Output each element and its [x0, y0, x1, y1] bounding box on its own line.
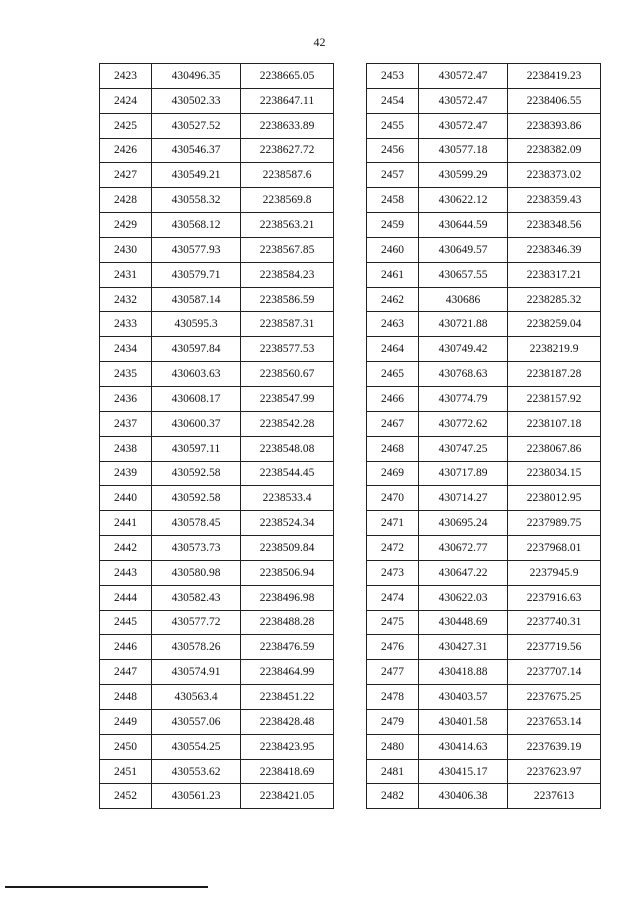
x-coordinate-cell: 430418.88	[419, 660, 508, 685]
y-coordinate-cell: 2238587.6	[241, 163, 334, 188]
x-coordinate-cell: 430657.55	[419, 262, 508, 287]
point-number-cell: 2441	[100, 511, 152, 536]
y-coordinate-cell: 2238348.56	[508, 213, 601, 238]
x-coordinate-cell: 430721.88	[419, 312, 508, 337]
y-coordinate-cell: 2238665.05	[241, 64, 334, 89]
table-row	[100, 660, 334, 685]
x-coordinate-cell: 430403.57	[419, 685, 508, 710]
y-coordinate-cell: 2238647.11	[241, 88, 334, 113]
point-number-cell: 2431	[100, 262, 152, 287]
point-number-cell: 2433	[100, 312, 152, 337]
point-number-cell: 2446	[100, 635, 152, 660]
table-row	[367, 287, 601, 312]
x-coordinate-cell: 430527.52	[152, 113, 241, 138]
x-coordinate-cell: 430768.63	[419, 362, 508, 387]
x-coordinate-cell: 430448.69	[419, 610, 508, 635]
x-coordinate-cell: 430622.12	[419, 188, 508, 213]
table-row	[100, 685, 334, 710]
table-row	[100, 64, 334, 89]
point-number-cell: 2454	[367, 88, 419, 113]
point-number-cell: 2426	[100, 138, 152, 163]
table-row	[367, 635, 601, 660]
y-coordinate-cell: 2238584.23	[241, 262, 334, 287]
point-number-cell: 2475	[367, 610, 419, 635]
coordinate-table-right-body	[367, 64, 601, 809]
point-number-cell: 2438	[100, 436, 152, 461]
x-coordinate-cell: 430401.58	[419, 709, 508, 734]
table-row	[367, 64, 601, 89]
y-coordinate-cell: 2237968.01	[508, 536, 601, 561]
table-row	[367, 188, 601, 213]
x-coordinate-cell: 430427.31	[419, 635, 508, 660]
table-row	[100, 386, 334, 411]
table-row	[367, 386, 601, 411]
table-row	[367, 709, 601, 734]
y-coordinate-cell: 2237945.9	[508, 560, 601, 585]
page-number: 42	[313, 35, 326, 49]
table-row	[100, 337, 334, 362]
y-coordinate-cell: 2238067.86	[508, 436, 601, 461]
y-coordinate-cell: 2238567.85	[241, 237, 334, 262]
y-coordinate-cell: 2238428.48	[241, 709, 334, 734]
table-row	[367, 610, 601, 635]
point-number-cell: 2461	[367, 262, 419, 287]
point-number-cell: 2425	[100, 113, 152, 138]
point-number-cell: 2471	[367, 511, 419, 536]
x-coordinate-cell: 430695.24	[419, 511, 508, 536]
x-coordinate-cell: 430774.79	[419, 386, 508, 411]
x-coordinate-cell: 430644.59	[419, 213, 508, 238]
x-coordinate-cell: 430580.98	[152, 560, 241, 585]
x-coordinate-cell: 430603.63	[152, 362, 241, 387]
point-number-cell: 2479	[367, 709, 419, 734]
table-row	[100, 635, 334, 660]
x-coordinate-cell: 430686	[419, 287, 508, 312]
table-row	[367, 585, 601, 610]
y-coordinate-cell: 2237719.56	[508, 635, 601, 660]
y-coordinate-cell: 2238285.32	[508, 287, 601, 312]
table-row	[367, 660, 601, 685]
x-coordinate-cell: 430592.58	[152, 486, 241, 511]
y-coordinate-cell: 2237707.14	[508, 660, 601, 685]
x-coordinate-cell: 430561.23	[152, 784, 241, 809]
y-coordinate-cell: 2238451.22	[241, 685, 334, 710]
x-coordinate-cell: 430772.62	[419, 411, 508, 436]
table-row	[100, 734, 334, 759]
y-coordinate-cell: 2238393.86	[508, 113, 601, 138]
y-coordinate-cell: 2238359.43	[508, 188, 601, 213]
y-coordinate-cell: 2238418.69	[241, 759, 334, 784]
point-number-cell: 2428	[100, 188, 152, 213]
x-coordinate-cell: 430572.47	[419, 113, 508, 138]
point-number-cell: 2429	[100, 213, 152, 238]
table-row	[367, 560, 601, 585]
y-coordinate-cell: 2238488.28	[241, 610, 334, 635]
y-coordinate-cell: 2238464.99	[241, 660, 334, 685]
y-coordinate-cell: 2237639.19	[508, 734, 601, 759]
table-row	[100, 759, 334, 784]
table-row	[100, 784, 334, 809]
x-coordinate-cell: 430496.35	[152, 64, 241, 89]
table-row	[367, 312, 601, 337]
x-coordinate-cell: 430573.73	[152, 536, 241, 561]
table-row	[100, 536, 334, 561]
point-number-cell: 2455	[367, 113, 419, 138]
point-number-cell: 2472	[367, 536, 419, 561]
point-number-cell: 2465	[367, 362, 419, 387]
x-coordinate-cell: 430747.25	[419, 436, 508, 461]
x-coordinate-cell: 430554.25	[152, 734, 241, 759]
point-number-cell: 2434	[100, 337, 152, 362]
x-coordinate-cell: 430597.84	[152, 337, 241, 362]
coordinate-table-left	[99, 63, 334, 809]
table-row	[100, 237, 334, 262]
point-number-cell: 2470	[367, 486, 419, 511]
y-coordinate-cell: 2238524.34	[241, 511, 334, 536]
y-coordinate-cell: 2238506.94	[241, 560, 334, 585]
point-number-cell: 2457	[367, 163, 419, 188]
point-number-cell: 2466	[367, 386, 419, 411]
table-row	[367, 362, 601, 387]
point-number-cell: 2476	[367, 635, 419, 660]
table-row	[367, 237, 601, 262]
point-number-cell: 2452	[100, 784, 152, 809]
x-coordinate-cell: 430672.77	[419, 536, 508, 561]
point-number-cell: 2447	[100, 660, 152, 685]
table-row	[100, 585, 334, 610]
y-coordinate-cell: 2238219.9	[508, 337, 601, 362]
y-coordinate-cell: 2238317.21	[508, 262, 601, 287]
point-number-cell: 2439	[100, 461, 152, 486]
point-number-cell: 2480	[367, 734, 419, 759]
y-coordinate-cell: 2237989.75	[508, 511, 601, 536]
y-coordinate-cell: 2238569.8	[241, 188, 334, 213]
table-row	[367, 88, 601, 113]
table-row	[367, 536, 601, 561]
table-row	[367, 784, 601, 809]
y-coordinate-cell: 2238034.15	[508, 461, 601, 486]
table-row	[100, 560, 334, 585]
x-coordinate-cell: 430714.27	[419, 486, 508, 511]
x-coordinate-cell: 430582.43	[152, 585, 241, 610]
x-coordinate-cell: 430546.37	[152, 138, 241, 163]
y-coordinate-cell: 2238187.28	[508, 362, 601, 387]
point-number-cell: 2477	[367, 660, 419, 685]
x-coordinate-cell: 430578.45	[152, 511, 241, 536]
table-row	[367, 411, 601, 436]
x-coordinate-cell: 430647.22	[419, 560, 508, 585]
point-number-cell: 2458	[367, 188, 419, 213]
y-coordinate-cell: 2238586.59	[241, 287, 334, 312]
point-number-cell: 2459	[367, 213, 419, 238]
x-coordinate-cell: 430549.21	[152, 163, 241, 188]
table-row	[100, 113, 334, 138]
point-number-cell: 2474	[367, 585, 419, 610]
y-coordinate-cell: 2238476.59	[241, 635, 334, 660]
x-coordinate-cell: 430406.38	[419, 784, 508, 809]
y-coordinate-cell: 2238560.67	[241, 362, 334, 387]
x-coordinate-cell: 430572.47	[419, 88, 508, 113]
y-coordinate-cell: 2238419.23	[508, 64, 601, 89]
y-coordinate-cell: 2238509.84	[241, 536, 334, 561]
point-number-cell: 2453	[367, 64, 419, 89]
table-row	[367, 138, 601, 163]
y-coordinate-cell: 2238548.08	[241, 436, 334, 461]
y-coordinate-cell: 2238627.72	[241, 138, 334, 163]
table-row	[367, 436, 601, 461]
x-coordinate-cell: 430717.89	[419, 461, 508, 486]
point-number-cell: 2467	[367, 411, 419, 436]
y-coordinate-cell: 2238382.09	[508, 138, 601, 163]
table-row	[367, 163, 601, 188]
table-row	[100, 312, 334, 337]
point-number-cell: 2462	[367, 287, 419, 312]
x-coordinate-cell: 430558.32	[152, 188, 241, 213]
y-coordinate-cell: 2238547.99	[241, 386, 334, 411]
point-number-cell: 2427	[100, 163, 152, 188]
x-coordinate-cell: 430577.18	[419, 138, 508, 163]
point-number-cell: 2448	[100, 685, 152, 710]
x-coordinate-cell: 430579.71	[152, 262, 241, 287]
footer-rule	[5, 886, 208, 888]
point-number-cell: 2432	[100, 287, 152, 312]
table-row	[367, 213, 601, 238]
x-coordinate-cell: 430578.26	[152, 635, 241, 660]
point-number-cell: 2437	[100, 411, 152, 436]
y-coordinate-cell: 2238346.39	[508, 237, 601, 262]
y-coordinate-cell: 2238423.95	[241, 734, 334, 759]
y-coordinate-cell: 2237613	[508, 784, 601, 809]
point-number-cell: 2456	[367, 138, 419, 163]
y-coordinate-cell: 2238533.4	[241, 486, 334, 511]
y-coordinate-cell: 2238542.28	[241, 411, 334, 436]
x-coordinate-cell: 430587.14	[152, 287, 241, 312]
table-row	[100, 88, 334, 113]
table-row	[367, 511, 601, 536]
x-coordinate-cell: 430414.63	[419, 734, 508, 759]
point-number-cell: 2436	[100, 386, 152, 411]
table-row	[100, 436, 334, 461]
table-row	[100, 138, 334, 163]
table-row	[367, 486, 601, 511]
coordinate-table-left-body	[100, 64, 334, 809]
table-row	[100, 188, 334, 213]
y-coordinate-cell: 2238012.95	[508, 486, 601, 511]
point-number-cell: 2423	[100, 64, 152, 89]
point-number-cell: 2445	[100, 610, 152, 635]
point-number-cell: 2443	[100, 560, 152, 585]
y-coordinate-cell: 2238406.55	[508, 88, 601, 113]
y-coordinate-cell: 2238421.05	[241, 784, 334, 809]
x-coordinate-cell: 430553.62	[152, 759, 241, 784]
point-number-cell: 2468	[367, 436, 419, 461]
y-coordinate-cell: 2237916.63	[508, 585, 601, 610]
point-number-cell: 2463	[367, 312, 419, 337]
y-coordinate-cell: 2238107.18	[508, 411, 601, 436]
point-number-cell: 2440	[100, 486, 152, 511]
point-number-cell: 2450	[100, 734, 152, 759]
y-coordinate-cell: 2238587.31	[241, 312, 334, 337]
point-number-cell: 2478	[367, 685, 419, 710]
point-number-cell: 2451	[100, 759, 152, 784]
table-row	[367, 685, 601, 710]
table-row	[100, 486, 334, 511]
table-row	[100, 511, 334, 536]
y-coordinate-cell: 2237653.14	[508, 709, 601, 734]
x-coordinate-cell: 430577.93	[152, 237, 241, 262]
point-number-cell: 2460	[367, 237, 419, 262]
x-coordinate-cell: 430568.12	[152, 213, 241, 238]
point-number-cell: 2444	[100, 585, 152, 610]
x-coordinate-cell: 430577.72	[152, 610, 241, 635]
y-coordinate-cell: 2238496.98	[241, 585, 334, 610]
y-coordinate-cell: 2238259.04	[508, 312, 601, 337]
table-row	[100, 610, 334, 635]
table-row	[367, 461, 601, 486]
table-row	[100, 262, 334, 287]
table-row	[100, 362, 334, 387]
x-coordinate-cell: 430622.03	[419, 585, 508, 610]
table-row	[367, 337, 601, 362]
table-row	[100, 163, 334, 188]
y-coordinate-cell: 2237675.25	[508, 685, 601, 710]
x-coordinate-cell: 430592.58	[152, 461, 241, 486]
table-row	[100, 213, 334, 238]
y-coordinate-cell: 2237740.31	[508, 610, 601, 635]
x-coordinate-cell: 430595.3	[152, 312, 241, 337]
y-coordinate-cell: 2238577.53	[241, 337, 334, 362]
table-row	[367, 734, 601, 759]
x-coordinate-cell: 430749.42	[419, 337, 508, 362]
x-coordinate-cell: 430563.4	[152, 685, 241, 710]
y-coordinate-cell: 2238563.21	[241, 213, 334, 238]
coordinate-table-right	[366, 63, 601, 809]
point-number-cell: 2481	[367, 759, 419, 784]
table-row	[367, 262, 601, 287]
point-number-cell: 2482	[367, 784, 419, 809]
x-coordinate-cell: 430599.29	[419, 163, 508, 188]
x-coordinate-cell: 430415.17	[419, 759, 508, 784]
x-coordinate-cell: 430597.11	[152, 436, 241, 461]
point-number-cell: 2435	[100, 362, 152, 387]
point-number-cell: 2469	[367, 461, 419, 486]
table-row	[367, 113, 601, 138]
x-coordinate-cell: 430557.06	[152, 709, 241, 734]
point-number-cell: 2449	[100, 709, 152, 734]
x-coordinate-cell: 430608.17	[152, 386, 241, 411]
table-row	[100, 287, 334, 312]
point-number-cell: 2424	[100, 88, 152, 113]
x-coordinate-cell: 430574.91	[152, 660, 241, 685]
x-coordinate-cell: 430600.37	[152, 411, 241, 436]
point-number-cell: 2464	[367, 337, 419, 362]
point-number-cell: 2442	[100, 536, 152, 561]
y-coordinate-cell: 2238544.45	[241, 461, 334, 486]
y-coordinate-cell: 2238633.89	[241, 113, 334, 138]
table-row	[100, 461, 334, 486]
point-number-cell: 2473	[367, 560, 419, 585]
x-coordinate-cell: 430572.47	[419, 64, 508, 89]
table-row	[367, 759, 601, 784]
table-row	[100, 709, 334, 734]
y-coordinate-cell: 2238157.92	[508, 386, 601, 411]
x-coordinate-cell: 430649.57	[419, 237, 508, 262]
y-coordinate-cell: 2238373.02	[508, 163, 601, 188]
y-coordinate-cell: 2237623.97	[508, 759, 601, 784]
point-number-cell: 2430	[100, 237, 152, 262]
table-row	[100, 411, 334, 436]
x-coordinate-cell: 430502.33	[152, 88, 241, 113]
